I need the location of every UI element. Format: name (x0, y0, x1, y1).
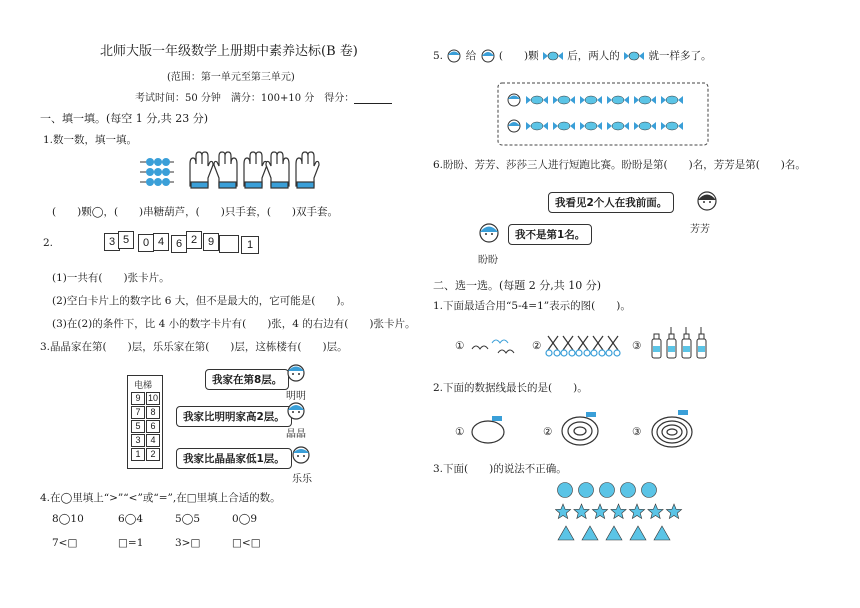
option-3-label[interactable]: ③ (632, 340, 642, 352)
floor-button: 9 (131, 392, 145, 405)
candy-box (497, 82, 709, 146)
boy-icon (508, 94, 520, 106)
circle-icon (558, 483, 573, 498)
speech-bubble-mingming: 我家在第8层。 (205, 369, 289, 390)
q5-line (433, 48, 711, 64)
number-card: 6 (171, 235, 187, 253)
cable-icon (646, 408, 700, 452)
floor-button: 10 (147, 393, 158, 403)
q1-answer-line: ( )颗◯，( )串糖葫芦，( )只手套，( )双手套。 (52, 206, 339, 218)
name-jingjing: 晶晶 (286, 429, 306, 440)
floor-button: 5 (131, 420, 145, 433)
boy-icon (285, 362, 307, 386)
speech-bubble-panpan: 我不是第1名。 (508, 224, 592, 245)
compare-item: 6◯4 (118, 513, 144, 525)
fill-item: □<□ (232, 537, 261, 549)
q5-text-give: 给 (465, 50, 477, 62)
star-icon (611, 504, 626, 519)
bottle-icon (667, 327, 676, 358)
scissors-icon (561, 336, 575, 356)
elevator-label: 电梯 (134, 381, 153, 391)
scissors-icon (544, 332, 624, 358)
fill-item: 3>□ (175, 537, 201, 549)
option-1-label[interactable]: ① (455, 426, 465, 438)
number-card: 1 (241, 236, 259, 254)
section-1-heading: 一、填一填。(每空 1 分,共 23 分) (40, 112, 209, 125)
shapes-figure (555, 481, 685, 543)
scissors-icon (576, 336, 590, 356)
select-q3-text: 3.下面( )的说法不正确。 (433, 463, 567, 475)
q1-text: 1.数一数，填一填。 (43, 134, 138, 146)
star-icon (666, 504, 681, 519)
boy-icon (446, 48, 462, 64)
option-3-label[interactable]: ③ (632, 426, 642, 438)
name-fangfang: 芳芳 (690, 224, 710, 235)
exam-info (135, 89, 392, 104)
birds-icon (468, 335, 516, 357)
q4-text: 4.在◯里填上“>”“<”或“=”,在□里填上合适的数。 (40, 492, 281, 504)
triangle-icon (558, 526, 574, 540)
girl-icon (480, 48, 496, 64)
cable-icon (556, 410, 606, 450)
triangle-icon (582, 526, 598, 540)
exam-info-text: 考试时间：50 分钟 满分：100+10 分 得分： (135, 93, 355, 104)
score-blank[interactable] (354, 93, 392, 104)
option-2-label[interactable]: ② (532, 340, 542, 352)
scissors-icon (546, 336, 560, 356)
elevator-panel (127, 375, 163, 469)
girl-icon (285, 400, 307, 424)
circle-icon (621, 483, 636, 498)
number-card: 0 (138, 234, 154, 252)
girl-icon (694, 188, 720, 216)
circle-icon (579, 483, 594, 498)
gloves-icon (190, 152, 319, 188)
star-icon (648, 504, 663, 519)
fill-item: 7<□ (52, 537, 78, 549)
star-icon (574, 504, 589, 519)
star-icon (555, 504, 570, 519)
number-card: 3 (104, 233, 120, 251)
girl-icon (508, 120, 520, 132)
section-2-heading: 二、选一选。(每题 2 分,共 10 分) (433, 279, 602, 292)
q2-sub-2: (2)空白卡片上的数字比 6 大，但不是最大的，它可能是( )。 (52, 295, 351, 307)
page-title: 北师大版一年级数学上册期中素养达标(B 卷) (100, 44, 358, 59)
triangle-icon (606, 526, 622, 540)
q2-sub-3: (3)在(2)的条件下，比 4 小的数字卡片有( )张，4 的右边有( )张卡片。 (52, 318, 416, 330)
triangle-icon (654, 526, 670, 540)
compare-item: 5◯5 (175, 513, 201, 525)
floor-button: 8 (146, 406, 160, 419)
name-panpan: 盼盼 (478, 255, 498, 266)
q3-text: 3.晶晶家在第( )层，乐乐家在第( )层，这栋楼有( )层。 (40, 341, 348, 353)
option-2-label[interactable]: ② (543, 426, 553, 438)
bottle-icon (652, 334, 661, 358)
number-card: 2 (186, 231, 202, 249)
q2-sub-1: (1)一共有( )张卡片。 (52, 272, 170, 284)
number-card: 5 (118, 231, 134, 249)
speech-bubble-lele: 我家比晶晶家低1层。 (176, 448, 292, 469)
floor-button: 6 (146, 420, 160, 433)
option-1-label[interactable]: ① (455, 340, 465, 352)
candy-icon (623, 50, 645, 62)
number-card: 9 (203, 233, 219, 251)
circle-icon (642, 483, 657, 498)
number-card: 4 (153, 233, 169, 251)
q2-label: 2. (43, 237, 54, 249)
circle-icon (600, 483, 615, 498)
q5-number: 5. (433, 50, 444, 62)
bottle-icon (697, 327, 706, 358)
floor-button: 2 (146, 448, 160, 461)
name-mingming: 明明 (286, 391, 306, 402)
q5-text-count: ( )颗 (498, 50, 539, 62)
scissors-icon (591, 336, 605, 356)
floor-button: 1 (131, 448, 145, 461)
candy-icon (542, 50, 564, 62)
select-q2-text: 2.下面的数据线最长的是( )。 (433, 382, 588, 394)
boy-icon (290, 444, 312, 468)
speech-bubble-fangfang: 我看见2个人在我前面。 (548, 192, 674, 213)
triangle-icon (630, 526, 646, 540)
star-icon (629, 504, 644, 519)
compare-item: 8◯10 (52, 513, 84, 525)
blank-number-card (219, 235, 239, 253)
abacus-beads-icon (140, 158, 174, 186)
q6-text: 6.盼盼、芳芳、莎莎三人进行短跑比赛。盼盼是第( )名，芳芳是第( )名。 (433, 159, 806, 171)
name-lele: 乐乐 (292, 474, 312, 485)
exam-range: (范围：第一单元至第三单元) (167, 72, 295, 83)
cable-icon (468, 414, 512, 448)
compare-item: 0◯9 (232, 513, 258, 525)
floor-button: 4 (146, 434, 160, 447)
floor-button: 7 (131, 406, 145, 419)
q5-text-after: 后，两人的 (567, 50, 620, 62)
q1-picture (136, 150, 336, 192)
star-icon (592, 504, 607, 519)
floor-button: 3 (131, 434, 145, 447)
select-q1-text: 1.下面最适合用“5-4=1”表示的图( )。 (433, 300, 631, 312)
girl-icon (476, 220, 502, 248)
scissors-icon (606, 336, 620, 356)
speech-bubble-jingjing: 我家比明明家高2层。 (176, 406, 292, 427)
fill-item: □=1 (118, 537, 144, 549)
q5-text-end: 就一样多了。 (648, 50, 712, 62)
bottle-icon (682, 327, 691, 358)
bottle-icon (648, 326, 710, 360)
